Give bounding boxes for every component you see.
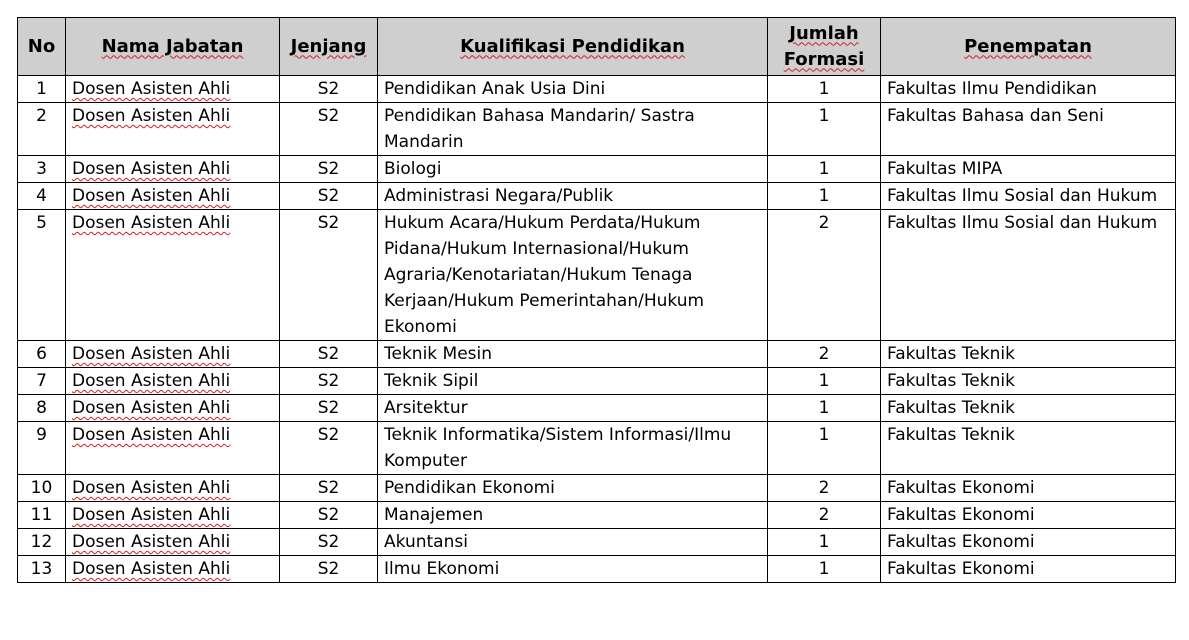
cell-jabatan-text: Dosen Asisten Ahli (72, 213, 231, 233)
table-row (18, 368, 1176, 395)
cell-jabatan (66, 368, 280, 395)
cell-jenjang: S2 (280, 368, 378, 395)
cell-jabatan (66, 76, 280, 103)
table-row (18, 156, 1176, 183)
cell-jabatan-text: Dosen Asisten Ahli (72, 106, 231, 126)
cell-kualifikasi: Teknik Sipil (378, 368, 768, 395)
cell-kualifikasi: Akuntansi (378, 529, 768, 556)
cell-kualifikasi: Administrasi Negara/Publik (378, 183, 768, 210)
cell-penempatan: Fakultas Teknik (881, 422, 1176, 475)
table-row (18, 502, 1176, 529)
cell-penempatan: Fakultas Teknik (881, 341, 1176, 368)
cell-penempatan: Fakultas Ilmu Sosial dan Hukum (881, 210, 1176, 341)
cell-penempatan: Fakultas Ekonomi (881, 556, 1176, 583)
cell-no: 7 (18, 368, 66, 395)
cell-jabatan (66, 556, 280, 583)
table-row (18, 395, 1176, 422)
cell-penempatan: Fakultas Ekonomi (881, 529, 1176, 556)
cell-kualifikasi: Pendidikan Ekonomi (378, 475, 768, 502)
cell-jenjang: S2 (280, 103, 378, 156)
cell-kualifikasi: Arsitektur (378, 395, 768, 422)
cell-no: 10 (18, 475, 66, 502)
header-row (18, 18, 1176, 76)
cell-jabatan (66, 422, 280, 475)
cell-formasi: 1 (768, 368, 881, 395)
cell-jabatan-text: Dosen Asisten Ahli (72, 478, 231, 498)
cell-jenjang: S2 (280, 395, 378, 422)
header-jumlah-formasi (768, 18, 881, 76)
cell-jenjang: S2 (280, 210, 378, 341)
cell-jabatan (66, 529, 280, 556)
cell-penempatan: Fakultas Ekonomi (881, 475, 1176, 502)
cell-formasi: 1 (768, 422, 881, 475)
cell-jabatan (66, 395, 280, 422)
cell-formasi: 2 (768, 502, 881, 529)
cell-formasi: 1 (768, 156, 881, 183)
table-row (18, 475, 1176, 502)
table-row (18, 341, 1176, 368)
cell-no: 13 (18, 556, 66, 583)
cell-formasi: 2 (768, 210, 881, 341)
cell-formasi: 1 (768, 76, 881, 103)
cell-jabatan-text: Dosen Asisten Ahli (72, 398, 231, 418)
cell-kualifikasi: Pendidikan Anak Usia Dini (378, 76, 768, 103)
cell-no: 12 (18, 529, 66, 556)
cell-jabatan-text: Dosen Asisten Ahli (72, 371, 231, 391)
cell-kualifikasi: Biologi (378, 156, 768, 183)
cell-jabatan (66, 156, 280, 183)
cell-no: 2 (18, 103, 66, 156)
cell-no: 11 (18, 502, 66, 529)
cell-no: 1 (18, 76, 66, 103)
cell-jabatan-text: Dosen Asisten Ahli (72, 186, 231, 206)
cell-jabatan (66, 210, 280, 341)
cell-formasi: 1 (768, 556, 881, 583)
header-jumlah-label: Jumlah (789, 22, 859, 44)
header-nama-jabatan-label: Nama Jabatan (101, 35, 244, 57)
cell-jabatan-text: Dosen Asisten Ahli (72, 559, 231, 579)
table-row (18, 103, 1176, 156)
cell-no: 8 (18, 395, 66, 422)
formasi-table (17, 17, 1176, 583)
cell-no: 9 (18, 422, 66, 475)
cell-penempatan: Fakultas MIPA (881, 156, 1176, 183)
cell-penempatan: Fakultas Teknik (881, 395, 1176, 422)
cell-kualifikasi: Teknik Informatika/Sistem Informasi/Ilmu Komputer (378, 422, 768, 475)
cell-formasi: 1 (768, 529, 881, 556)
cell-kualifikasi: Ilmu Ekonomi (378, 556, 768, 583)
cell-jabatan (66, 341, 280, 368)
cell-jabatan-text: Dosen Asisten Ahli (72, 344, 231, 364)
cell-kualifikasi: Manajemen (378, 502, 768, 529)
header-kualifikasi-label: Kualifikasi Pendidikan (460, 35, 685, 57)
header-nama-jabatan (66, 18, 280, 76)
cell-jenjang: S2 (280, 529, 378, 556)
cell-no: 3 (18, 156, 66, 183)
cell-jenjang: S2 (280, 556, 378, 583)
cell-jabatan (66, 103, 280, 156)
cell-jabatan-text: Dosen Asisten Ahli (72, 505, 231, 525)
table-row (18, 422, 1176, 475)
cell-formasi: 1 (768, 103, 881, 156)
header-kualifikasi (378, 18, 768, 76)
table-row (18, 556, 1176, 583)
cell-no: 4 (18, 183, 66, 210)
cell-no: 6 (18, 341, 66, 368)
header-penempatan (881, 18, 1176, 76)
cell-formasi: 1 (768, 395, 881, 422)
cell-kualifikasi: Pendidikan Bahasa Mandarin/ Sastra Mandarin (378, 103, 768, 156)
cell-jenjang: S2 (280, 341, 378, 368)
table-row (18, 529, 1176, 556)
cell-kualifikasi: Hukum Acara/Hukum Perdata/Hukum Pidana/Hukum Internasional/Hukum Agraria/Kenotariatan/Hukum Tenaga Kerjaan/Hukum Pemerintahan/Hukum Ekonomi (378, 210, 768, 341)
cell-jenjang: S2 (280, 502, 378, 529)
cell-jenjang: S2 (280, 156, 378, 183)
header-no: No (18, 18, 66, 76)
cell-formasi: 1 (768, 183, 881, 210)
cell-penempatan: Fakultas Teknik (881, 368, 1176, 395)
cell-jenjang: S2 (280, 183, 378, 210)
cell-no: 5 (18, 210, 66, 341)
cell-jabatan (66, 183, 280, 210)
cell-jabatan (66, 502, 280, 529)
cell-jenjang: S2 (280, 76, 378, 103)
cell-penempatan: Fakultas Bahasa dan Seni (881, 103, 1176, 156)
header-formasi-label: Formasi (783, 48, 865, 70)
cell-jabatan-text: Dosen Asisten Ahli (72, 532, 231, 552)
table-row (18, 76, 1176, 103)
header-jenjang-label: Jenjang (290, 35, 367, 57)
cell-formasi: 2 (768, 475, 881, 502)
cell-jenjang: S2 (280, 475, 378, 502)
table-row (18, 210, 1176, 341)
header-jenjang (280, 18, 378, 76)
cell-formasi: 2 (768, 341, 881, 368)
cell-kualifikasi: Teknik Mesin (378, 341, 768, 368)
cell-penempatan: Fakultas Ekonomi (881, 502, 1176, 529)
cell-penempatan: Fakultas Ilmu Sosial dan Hukum (881, 183, 1176, 210)
table-row (18, 183, 1176, 210)
cell-jabatan (66, 475, 280, 502)
cell-jenjang: S2 (280, 422, 378, 475)
table-body (18, 76, 1176, 583)
cell-jabatan-text: Dosen Asisten Ahli (72, 425, 231, 445)
cell-penempatan: Fakultas Ilmu Pendidikan (881, 76, 1176, 103)
cell-jabatan-text: Dosen Asisten Ahli (72, 79, 231, 99)
header-penempatan-label: Penempatan (964, 35, 1092, 57)
cell-jabatan-text: Dosen Asisten Ahli (72, 159, 231, 179)
